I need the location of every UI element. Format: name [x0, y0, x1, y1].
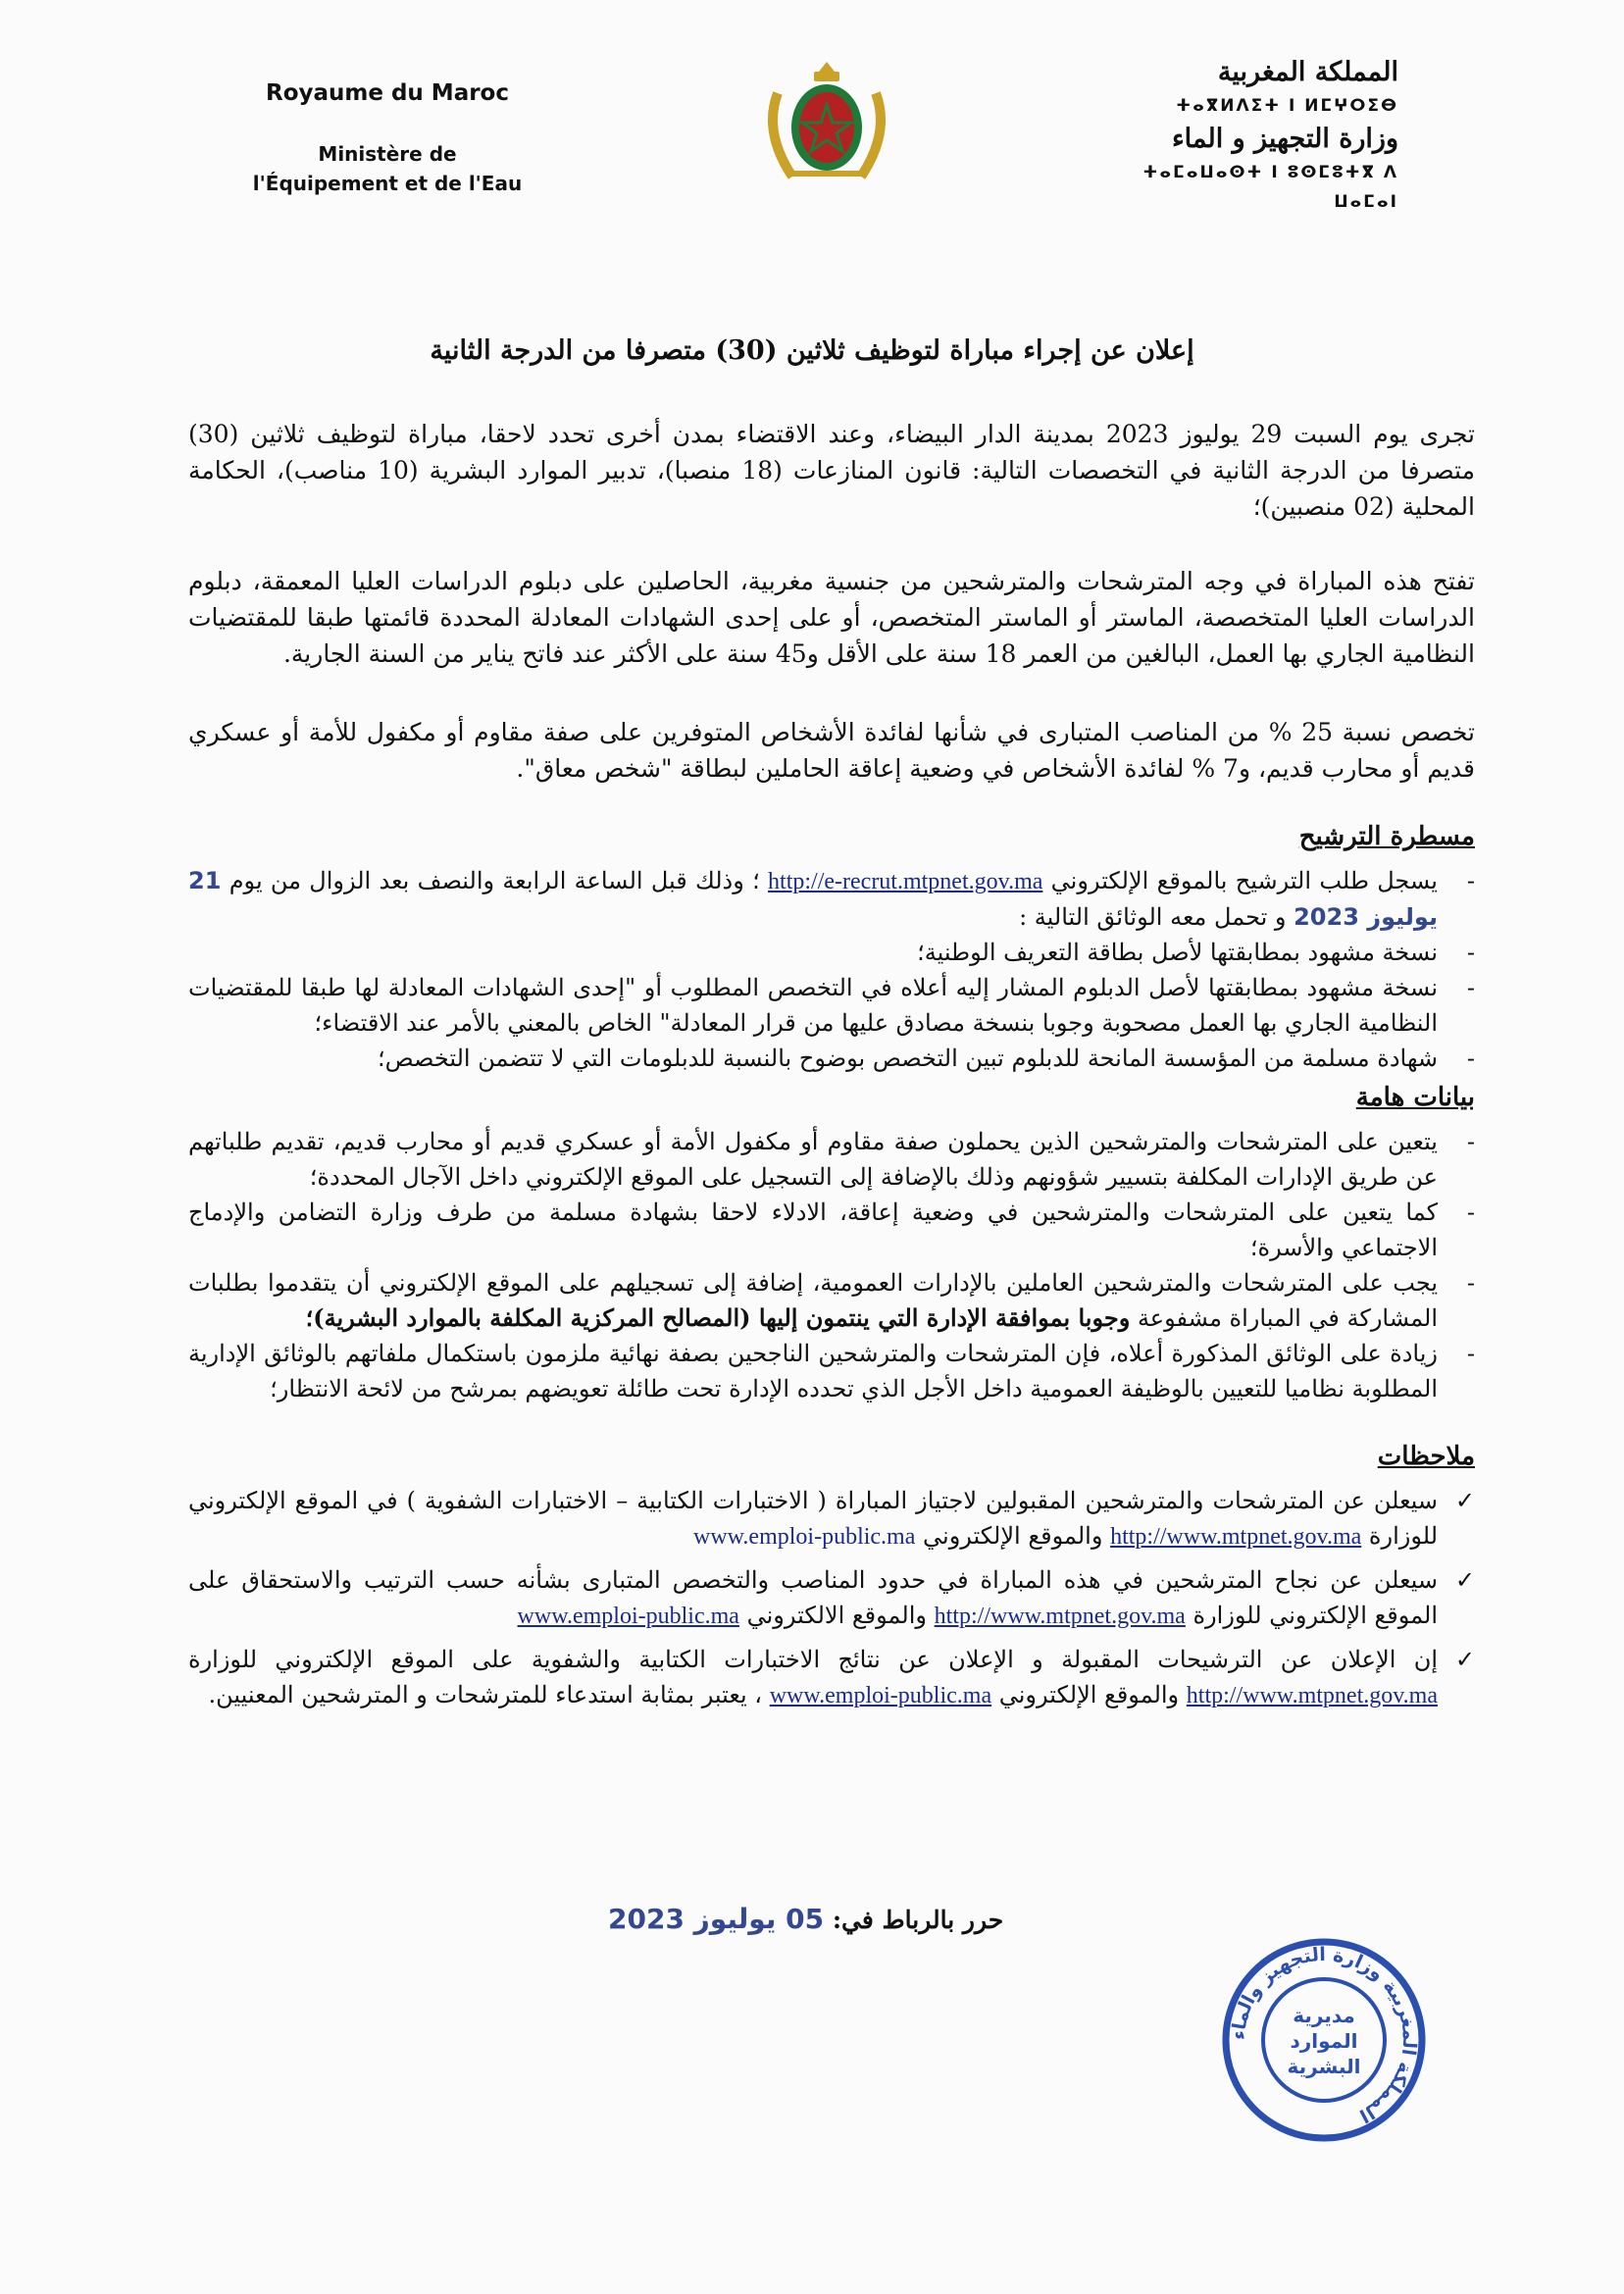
list-item: ✓ سيعلن عن نجاح المترشحين في هذه المباراة في حدود المناصب والتخصص المتبارى بشأنه حسب الترتيب والاستحقاق على الموقع الإلكتروني للوزارة http://www.mtpnet.gov.ma والموقع الالكتروني www.emploi-public.ma	[188, 1562, 1475, 1634]
handwritten-sign-date: 05 يوليوز 2023	[608, 1903, 825, 1935]
header-french	[201, 80, 574, 198]
list-item: - زيادة على الوثائق المذكورة أعلاه، فإن المترشحات والمترشحين الناجحين بصفة نهائية ملزمون باستكمال ملفاتهم بالوثائق الإدارية المطلوبة نظاميا للتعيين بالوظيفة العمومية داخل الأجل الذي تحدده الإدارة تحت طائلة تعويضهم بمرشح من لائحة الانتظار؛	[188, 1340, 1475, 1402]
signature-prefix: حرر بالرباط في:	[832, 1906, 1004, 1934]
section-heading-notes: ملاحظات	[1377, 1442, 1475, 1471]
tf-ministry: ⵜⴰⵎⴰⵡⴰⵙⵜ ⵏ ⵓⵙⵎⵓⵜⴳ ⴷ ⵡⴰⵎⴰⵏ	[1142, 163, 1398, 212]
emploi-public-link[interactable]: www.emploi-public.ma	[517, 1604, 739, 1629]
check-icon: ✓	[1454, 1566, 1475, 1594]
list-item: - يسجل طلب الترشيح بالموقع الإلكتروني http://e-recrut.mtpnet.gov.ma ؛ وذلك قبل الساعة الرابعة والنصف بعد الزوال من يوم 21 يوليوز 2023 و تحمل معه الوثائق التالية :	[188, 867, 1475, 931]
ar-kingdom: المملكة المغربية	[1217, 57, 1398, 87]
notes-list	[188, 1483, 1475, 1713]
emploi-public-link[interactable]: www.emploi-public.ma	[692, 1524, 916, 1550]
mtpnet-link[interactable]: http://www.mtpnet.gov.ma	[1186, 1683, 1438, 1708]
official-stamp-icon	[1216, 1932, 1432, 2148]
list-item: - شهادة مسلمة من المؤسسة المانحة للدبلوم تبين التخصص بوضوح بالنسبة للدبلومات التي لا تتضمن التخصص؛	[378, 1045, 1475, 1072]
coat-of-arms-icon	[753, 54, 900, 191]
announcement-title: إعلان عن إجراء مباراة لتوظيف ثلاثين (30) متصرفا من الدرجة الثانية	[430, 335, 1194, 366]
e-recrut-link[interactable]: http://e-recrut.mtpnet.gov.ma	[768, 869, 1043, 894]
check-icon: ✓	[1454, 1646, 1475, 1673]
signature-line	[608, 1903, 1003, 1935]
paragraph-3: تخصص نسبة 25 % من المناصب المتبارى في شأنها لفائدة الأشخاص المتوفرين على صفة مقاوم أو مكفول للأمة أو عسكري قديم أو محارب قديم، و7 % لفائدة الأشخاص في وضعية إعاقة الحاملين لبطاقة "شخص معاق".	[188, 718, 1475, 783]
stamp-ring-text: المملكة المغربية وزارة التجهيز والماء	[1227, 1943, 1421, 2127]
handwritten-deadline-date: 21 يوليوز 2023	[188, 867, 1438, 931]
list-item: - يتعين على المترشحات والمترشحين الذين يحملون صفة مقاوم أو مكفول الأمة أو عسكري قديم أو محارب قديم، تقديم طلباتهم عن طريق الإدارات المكلفة بتسيير شؤونهم وذلك بالإضافة إلى التسجيل على الموقع الإلكتروني داخل الآجال المحددة؛	[188, 1128, 1475, 1191]
stamp-center-line1: مديرية	[1293, 2004, 1355, 2027]
important-list	[188, 1124, 1475, 1406]
list-item: ✓ إن الإعلان عن الترشيحات المقبولة و الإعلان عن نتائج الاختبارات الكتابية والشفوية على الموقع الإلكتروني للوزارة http://www.mtpnet.gov.ma والموقع الإلكتروني www.emploi-public.ma ، يعتبر بمثابة استدعاء للمترشحات و المترشحين المعنيين.	[188, 1642, 1475, 1713]
paragraph-2: تفتح هذه المباراة في وجه المترشحات والمترشحين من جنسية مغربية، الحاصلين على دبلوم الدراسات العليا المعمقة، دبلوم الدراسات العليا المتخصصة، الماستر أو الماستر المتخصص، أو على إحدى الشهادات المعادلة المحددة قائمتها طبقا للمقتضيات النظامية الجاري بها العمل، البالغين من العمر 18 سنة على الأقل و45 سنة على الأكثر عند فاتح يناير من السنة الجارية.	[188, 567, 1475, 668]
list-item: ✓ سيعلن عن المترشحات والمترشحين المقبولين لاجتياز المباراة ( الاختبارات الكتابية – الاختبارات الشفوية ) في الموقع الإلكتروني للوزارة http://www.mtpnet.gov.ma والموقع الإلكتروني www.emploi-public.ma	[188, 1483, 1475, 1555]
list-item: - يجب على المترشحات والمترشحين العاملين بالإدارات العمومية، إضافة إلى تسجيلهم على الموقع الإلكتروني أن يتقدموا بطلبات المشاركة في المباراة مشفوعة وجوبا بموافقة الإدارة التي ينتمون إليها (المصالح المركزية المكلفة بالموارد البشرية)؛	[188, 1269, 1475, 1332]
fr-ministry-line1: Ministère de	[318, 142, 457, 166]
ar-ministry: وزارة التجهيز و الماء	[1171, 124, 1398, 154]
list-item: - نسخة مشهود بمطابقتها لأصل الدبلوم المشار إليه أعلاه في التخصص المطلوب أو "إحدى الشهادات المعادلة لها طبقا للمقتضيات النظامية الجاري بها العمل مصحوبة وجوبا بنسخة مصادق عليها من قرار المعادلة" الخاص بالمعني بالأمر عند الاقتضاء؛	[188, 974, 1475, 1037]
fr-kingdom: Royaume du Maroc	[265, 80, 509, 106]
list-item: - نسخة مشهود بمطابقتها لأصل بطاقة التعريف الوطنية؛	[917, 939, 1475, 966]
paragraph-1: تجرى يوم السبت 29 يوليوز 2023 بمدينة الدار البيضاء، وعند الاقتضاء بمدن أخرى تحدد لاحقا، مباراة لتوظيف ثلاثين (30) متصرفا من الدرجة الثانية في التخصصات التالية: قانون المنازعات (18 منصبا)، تدبير الموارد البشرية (10 مناصب)، الحكامة المحلية (02 منصبين)؛	[188, 420, 1475, 521]
emploi-public-link[interactable]: www.emploi-public.ma	[769, 1683, 992, 1708]
section-heading-procedure: مسطرة الترشيح	[1298, 822, 1475, 851]
mtpnet-link[interactable]: http://www.mtpnet.gov.ma	[1110, 1524, 1362, 1550]
mtpnet-link[interactable]: http://www.mtpnet.gov.ma	[934, 1604, 1186, 1629]
list-item: - كما يتعين على المترشحات والمترشحين في وضعية إعاقة، الادلاء لاحقا بشهادة مسلمة من طرف وزارة التضامن والإدماج الاجتماعي والأسرة؛	[188, 1198, 1475, 1261]
section-heading-important: بيانات هامة	[1355, 1083, 1475, 1112]
stamp-center-line2: الموارد	[1290, 2029, 1358, 2053]
tf-kingdom: ⵜⴰⴳⵍⴷⵉⵜ ⵏ ⵍⵎⵖⵔⵉⴱ	[1176, 96, 1398, 116]
fr-ministry-line2: l'Équipement et de l'Eau	[252, 172, 523, 195]
stamp-center-line3: البشرية	[1287, 2055, 1361, 2078]
header-arabic	[1104, 54, 1398, 217]
procedure-list	[188, 863, 1475, 1076]
check-icon: ✓	[1454, 1487, 1475, 1514]
